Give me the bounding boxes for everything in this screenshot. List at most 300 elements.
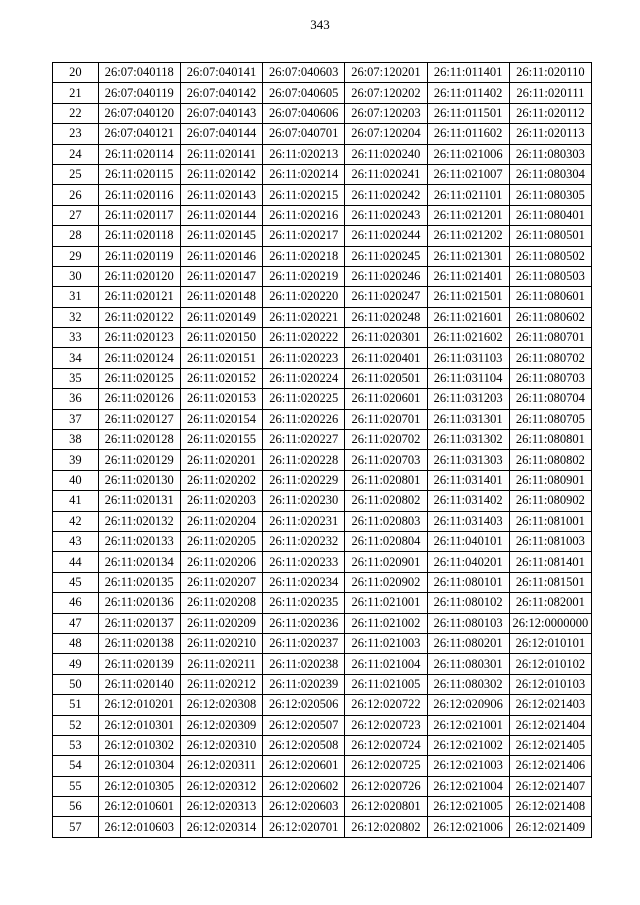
cadastral-code-cell: 26:12:021408: [509, 797, 591, 817]
cadastral-code-cell: 26:11:020902: [345, 572, 427, 592]
row-number-cell: 51: [53, 695, 99, 715]
cadastral-code-cell: 26:12:020602: [263, 776, 345, 796]
cadastral-code-cell: 26:11:020120: [98, 266, 180, 286]
cadastral-code-cell: 26:11:020134: [98, 552, 180, 572]
table-row: [53, 144, 592, 164]
cadastral-code-cell: 26:11:020123: [98, 328, 180, 348]
cadastral-code-cell: 26:12:020601: [263, 756, 345, 776]
cadastral-code-cell: 26:11:080802: [509, 450, 591, 470]
table-row: [53, 430, 592, 450]
row-number-cell: 36: [53, 389, 99, 409]
row-number-cell: 40: [53, 470, 99, 490]
cadastral-code-cell: 26:11:021004: [345, 654, 427, 674]
cadastral-code-cell: 26:11:020206: [180, 552, 262, 572]
cadastral-code-cell: 26:11:020247: [345, 287, 427, 307]
table-row: [53, 63, 592, 83]
cadastral-code-cell: 26:07:040144: [180, 124, 262, 144]
table-row: [53, 205, 592, 225]
row-number-cell: 42: [53, 511, 99, 531]
cadastral-code-cell: 26:11:020209: [180, 613, 262, 633]
cadastral-code-cell: 26:12:010201: [98, 695, 180, 715]
table-row: [53, 226, 592, 246]
cadastral-code-cell: 26:11:020111: [509, 83, 591, 103]
row-number-cell: 32: [53, 307, 99, 327]
cadastral-code-cell: 26:11:020151: [180, 348, 262, 368]
cadastral-code-cell: 26:11:080101: [427, 572, 509, 592]
cadastral-code-cell: 26:12:020506: [263, 695, 345, 715]
table-row: [53, 246, 592, 266]
cadastral-code-cell: 26:11:081003: [509, 531, 591, 551]
cadastral-code-cell: 26:11:020141: [180, 144, 262, 164]
cadastral-code-cell: 26:11:021101: [427, 185, 509, 205]
cadastral-code-cell: 26:11:020245: [345, 246, 427, 266]
cadastral-code-cell: 26:11:020128: [98, 430, 180, 450]
cadastral-code-cell: 26:12:020725: [345, 756, 427, 776]
table-row: [53, 83, 592, 103]
cadastral-code-cell: 26:11:031103: [427, 348, 509, 368]
cadastral-code-cell: 26:11:020901: [345, 552, 427, 572]
cadastral-code-cell: 26:11:080602: [509, 307, 591, 327]
cadastral-code-cell: 26:11:020131: [98, 491, 180, 511]
cadastral-code-cell: 26:11:020124: [98, 348, 180, 368]
cadastral-code-cell: 26:11:020240: [345, 144, 427, 164]
cadastral-code-cell: 26:11:020243: [345, 205, 427, 225]
cadastral-code-cell: 26:11:020152: [180, 368, 262, 388]
table-row: [53, 103, 592, 123]
table-row: [53, 348, 592, 368]
cadastral-code-cell: 26:11:011602: [427, 124, 509, 144]
cadastral-code-cell: 26:07:040142: [180, 83, 262, 103]
row-number-cell: 33: [53, 328, 99, 348]
cadastral-code-cell: 26:11:020140: [98, 674, 180, 694]
cadastral-code-cell: 26:11:020242: [345, 185, 427, 205]
table-row: [53, 695, 592, 715]
cadastral-code-cell: 26:07:040605: [263, 83, 345, 103]
cadastral-code-cell: 26:11:011402: [427, 83, 509, 103]
table-row: [53, 531, 592, 551]
cadastral-code-cell: 26:12:020314: [180, 817, 262, 837]
cadastral-code-cell: 26:11:020205: [180, 531, 262, 551]
cadastral-code-cell: 26:07:120202: [345, 83, 427, 103]
cadastral-code-cell: 26:11:031303: [427, 450, 509, 470]
cadastral-code-cell: 26:11:020150: [180, 328, 262, 348]
cadastral-code-cell: 26:11:020227: [263, 430, 345, 450]
cadastral-code-cell: 26:11:020236: [263, 613, 345, 633]
cadastral-code-cell: 26:11:020233: [263, 552, 345, 572]
cadastral-table: [52, 62, 592, 838]
cadastral-code-cell: 26:07:040119: [98, 83, 180, 103]
cadastral-code-cell: 26:12:010102: [509, 654, 591, 674]
table-row: [53, 470, 592, 490]
cadastral-code-cell: 26:11:020146: [180, 246, 262, 266]
cadastral-code-cell: 26:12:010601: [98, 797, 180, 817]
table-row: [53, 287, 592, 307]
cadastral-code-cell: 26:11:020153: [180, 389, 262, 409]
cadastral-code-cell: 26:11:020803: [345, 511, 427, 531]
cadastral-code-cell: 26:12:010302: [98, 735, 180, 755]
cadastral-code-cell: 26:12:021403: [509, 695, 591, 715]
table-row: [53, 552, 592, 572]
cadastral-code-cell: 26:12:020726: [345, 776, 427, 796]
cadastral-code-cell: 26:11:021006: [427, 144, 509, 164]
cadastral-code-cell: 26:11:021301: [427, 246, 509, 266]
cadastral-code-cell: 26:11:020501: [345, 368, 427, 388]
cadastral-code-cell: 26:11:020149: [180, 307, 262, 327]
cadastral-code-cell: 26:11:020220: [263, 287, 345, 307]
cadastral-code-cell: 26:11:080801: [509, 430, 591, 450]
row-number-cell: 23: [53, 124, 99, 144]
cadastral-code-cell: 26:11:020223: [263, 348, 345, 368]
row-number-cell: 29: [53, 246, 99, 266]
cadastral-code-cell: 26:11:020246: [345, 266, 427, 286]
table-row: [53, 756, 592, 776]
cadastral-code-cell: 26:11:020804: [345, 531, 427, 551]
cadastral-code-cell: 26:12:020311: [180, 756, 262, 776]
cadastral-code-cell: 26:11:021401: [427, 266, 509, 286]
page-number: 343: [310, 17, 330, 32]
cadastral-code-cell: 26:11:020130: [98, 470, 180, 490]
cadastral-code-cell: 26:12:021003: [427, 756, 509, 776]
row-number-cell: 30: [53, 266, 99, 286]
cadastral-code-cell: 26:07:120201: [345, 63, 427, 83]
cadastral-code-cell: 26:07:040121: [98, 124, 180, 144]
cadastral-code-cell: 26:11:020201: [180, 450, 262, 470]
cadastral-code-cell: 26:11:020129: [98, 450, 180, 470]
cadastral-code-cell: 26:11:020142: [180, 164, 262, 184]
cadastral-code-cell: 26:11:031203: [427, 389, 509, 409]
cadastral-code-cell: 26:11:020213: [263, 144, 345, 164]
cadastral-code-cell: 26:11:020231: [263, 511, 345, 531]
cadastral-code-cell: 26:11:020126: [98, 389, 180, 409]
cadastral-code-cell: 26:11:020216: [263, 205, 345, 225]
table-row: [53, 572, 592, 592]
table-row: [53, 776, 592, 796]
cadastral-code-cell: 26:11:080302: [427, 674, 509, 694]
cadastral-code-cell: 26:11:020115: [98, 164, 180, 184]
row-number-cell: 50: [53, 674, 99, 694]
cadastral-code-cell: 26:12:010101: [509, 633, 591, 653]
row-number-cell: 46: [53, 593, 99, 613]
table-row: [53, 328, 592, 348]
table-row: [53, 307, 592, 327]
cadastral-code-cell: 26:11:020237: [263, 633, 345, 653]
cadastral-code-cell: 26:11:020235: [263, 593, 345, 613]
cadastral-code-cell: 26:11:020219: [263, 266, 345, 286]
cadastral-code-cell: 26:11:080103: [427, 613, 509, 633]
cadastral-code-cell: 26:11:020155: [180, 430, 262, 450]
cadastral-code-cell: 26:11:080702: [509, 348, 591, 368]
cadastral-code-cell: 26:11:020248: [345, 307, 427, 327]
cadastral-code-cell: 26:11:020217: [263, 226, 345, 246]
cadastral-code-cell: 26:11:080502: [509, 246, 591, 266]
cadastral-code-cell: 26:11:081401: [509, 552, 591, 572]
cadastral-code-cell: 26:11:020145: [180, 226, 262, 246]
cadastral-code-cell: 26:11:020211: [180, 654, 262, 674]
cadastral-code-cell: 26:11:021501: [427, 287, 509, 307]
cadastral-code-cell: 26:12:020801: [345, 797, 427, 817]
cadastral-code-cell: 26:11:081001: [509, 511, 591, 531]
cadastral-code-cell: 26:11:020802: [345, 491, 427, 511]
cadastral-code-cell: 26:07:040120: [98, 103, 180, 123]
cadastral-code-cell: 26:12:020724: [345, 735, 427, 755]
cadastral-code-cell: 26:11:080305: [509, 185, 591, 205]
cadastral-code-cell: 26:11:020234: [263, 572, 345, 592]
cadastral-code-cell: 26:12:021005: [427, 797, 509, 817]
cadastral-code-cell: 26:07:040701: [263, 124, 345, 144]
cadastral-code-cell: 26:11:020701: [345, 409, 427, 429]
table-row: [53, 613, 592, 633]
cadastral-code-cell: 26:12:021002: [427, 735, 509, 755]
cadastral-code-cell: 26:11:020113: [509, 124, 591, 144]
cadastral-code-cell: 26:11:020154: [180, 409, 262, 429]
cadastral-code-cell: 26:12:020312: [180, 776, 262, 796]
row-number-cell: 47: [53, 613, 99, 633]
cadastral-code-cell: 26:07:040606: [263, 103, 345, 123]
table-row: [53, 491, 592, 511]
cadastral-code-cell: 26:11:080301: [427, 654, 509, 674]
cadastral-code-cell: 26:11:080601: [509, 287, 591, 307]
cadastral-code-cell: 26:11:020110: [509, 63, 591, 83]
cadastral-code-cell: 26:11:031104: [427, 368, 509, 388]
cadastral-code-cell: 26:12:021006: [427, 817, 509, 837]
table-row: [53, 266, 592, 286]
cadastral-code-cell: 26:12:021404: [509, 715, 591, 735]
cadastral-code-cell: 26:11:021003: [345, 633, 427, 653]
cadastral-code-cell: 26:11:020135: [98, 572, 180, 592]
cadastral-code-cell: 26:11:020148: [180, 287, 262, 307]
cadastral-code-cell: 26:11:040101: [427, 531, 509, 551]
cadastral-code-cell: 26:11:020204: [180, 511, 262, 531]
cadastral-code-cell: 26:11:020239: [263, 674, 345, 694]
table-row: [53, 185, 592, 205]
cadastral-code-cell: 26:11:020232: [263, 531, 345, 551]
cadastral-code-cell: 26:11:020703: [345, 450, 427, 470]
cadastral-code-cell: 26:11:080705: [509, 409, 591, 429]
table-row: [53, 409, 592, 429]
cadastral-code-cell: 26:11:020221: [263, 307, 345, 327]
cadastral-code-cell: 26:12:020507: [263, 715, 345, 735]
cadastral-code-cell: 26:11:020801: [345, 470, 427, 490]
cadastral-code-cell: 26:07:040141: [180, 63, 262, 83]
cadastral-code-cell: 26:11:080401: [509, 205, 591, 225]
cadastral-code-cell: 26:11:020222: [263, 328, 345, 348]
cadastral-code-cell: 26:11:040201: [427, 552, 509, 572]
cadastral-code-cell: 26:11:080902: [509, 491, 591, 511]
row-number-cell: 37: [53, 409, 99, 429]
row-number-cell: 54: [53, 756, 99, 776]
cadastral-code-cell: 26:12:020701: [263, 817, 345, 837]
table-row: [53, 450, 592, 470]
table-row: [53, 593, 592, 613]
row-number-cell: 55: [53, 776, 99, 796]
row-number-cell: 34: [53, 348, 99, 368]
cadastral-code-cell: 26:12:020723: [345, 715, 427, 735]
row-number-cell: 43: [53, 531, 99, 551]
cadastral-code-cell: 26:11:080704: [509, 389, 591, 409]
cadastral-code-cell: 26:11:021001: [345, 593, 427, 613]
cadastral-code-cell: 26:11:080303: [509, 144, 591, 164]
cadastral-code-cell: 26:11:020116: [98, 185, 180, 205]
cadastral-code-cell: 26:11:020119: [98, 246, 180, 266]
cadastral-code-cell: 26:12:010304: [98, 756, 180, 776]
cadastral-code-cell: 26:11:020208: [180, 593, 262, 613]
table-row: [53, 735, 592, 755]
cadastral-code-cell: 26:11:020212: [180, 674, 262, 694]
cadastral-code-cell: 26:11:082001: [509, 593, 591, 613]
cadastral-code-cell: 26:11:020225: [263, 389, 345, 409]
cadastral-code-cell: 26:12:021405: [509, 735, 591, 755]
cadastral-code-cell: 26:11:020238: [263, 654, 345, 674]
cadastral-code-cell: 26:11:021202: [427, 226, 509, 246]
cadastral-code-cell: 26:12:020308: [180, 695, 262, 715]
row-number-cell: 44: [53, 552, 99, 572]
cadastral-code-cell: 26:11:020112: [509, 103, 591, 123]
cadastral-code-cell: 26:12:021407: [509, 776, 591, 796]
cadastral-code-cell: 26:11:020224: [263, 368, 345, 388]
cadastral-code-cell: 26:12:020722: [345, 695, 427, 715]
row-number-cell: 57: [53, 817, 99, 837]
cadastral-code-cell: 26:11:020118: [98, 226, 180, 246]
cadastral-code-cell: 26:11:080703: [509, 368, 591, 388]
cadastral-code-cell: 26:11:020229: [263, 470, 345, 490]
cadastral-code-cell: 26:11:020114: [98, 144, 180, 164]
cadastral-code-cell: 26:11:020202: [180, 470, 262, 490]
cadastral-code-cell: 26:11:020137: [98, 613, 180, 633]
row-number-cell: 21: [53, 83, 99, 103]
table-row: [53, 124, 592, 144]
cadastral-code-cell: 26:11:020133: [98, 531, 180, 551]
cadastral-code-cell: 26:11:020244: [345, 226, 427, 246]
cadastral-code-cell: 26:07:120204: [345, 124, 427, 144]
table-row: [53, 389, 592, 409]
row-number-cell: 24: [53, 144, 99, 164]
cadastral-code-cell: 26:11:020210: [180, 633, 262, 653]
cadastral-code-cell: 26:11:011501: [427, 103, 509, 123]
table-row: [53, 715, 592, 735]
row-number-cell: 38: [53, 430, 99, 450]
cadastral-code-cell: 26:11:011401: [427, 63, 509, 83]
row-number-cell: 48: [53, 633, 99, 653]
cadastral-code-cell: 26:11:021002: [345, 613, 427, 633]
row-number-cell: 22: [53, 103, 99, 123]
cadastral-code-cell: 26:11:020230: [263, 491, 345, 511]
cadastral-code-cell: 26:11:020132: [98, 511, 180, 531]
cadastral-code-cell: 26:11:020122: [98, 307, 180, 327]
cadastral-code-cell: 26:12:010103: [509, 674, 591, 694]
cadastral-code-cell: 26:11:020702: [345, 430, 427, 450]
cadastral-code-cell: 26:12:021406: [509, 756, 591, 776]
cadastral-code-cell: 26:11:020401: [345, 348, 427, 368]
cadastral-code-cell: 26:12:020906: [427, 695, 509, 715]
cadastral-code-cell: 26:07:040118: [98, 63, 180, 83]
cadastral-code-cell: 26:11:081501: [509, 572, 591, 592]
table-row: [53, 817, 592, 837]
cadastral-code-cell: 26:11:020215: [263, 185, 345, 205]
cadastral-code-cell: 26:11:020136: [98, 593, 180, 613]
cadastral-code-cell: 26:11:020121: [98, 287, 180, 307]
cadastral-code-cell: 26:11:020147: [180, 266, 262, 286]
cadastral-code-cell: 26:07:120203: [345, 103, 427, 123]
cadastral-code-cell: 26:12:020313: [180, 797, 262, 817]
cadastral-code-cell: 26:12:010603: [98, 817, 180, 837]
table-row: [53, 368, 592, 388]
cadastral-code-cell: 26:12:021004: [427, 776, 509, 796]
cadastral-code-cell: 26:11:080503: [509, 266, 591, 286]
table-row: [53, 164, 592, 184]
cadastral-code-cell: 26:11:020143: [180, 185, 262, 205]
table-row: [53, 797, 592, 817]
cadastral-code-cell: 26:07:040603: [263, 63, 345, 83]
cadastral-code-cell: 26:11:021602: [427, 328, 509, 348]
cadastral-code-cell: 26:12:020603: [263, 797, 345, 817]
row-number-cell: 49: [53, 654, 99, 674]
cadastral-code-cell: 26:11:020241: [345, 164, 427, 184]
row-number-cell: 45: [53, 572, 99, 592]
cadastral-code-cell: 26:11:080201: [427, 633, 509, 653]
cadastral-code-cell: 26:12:010305: [98, 776, 180, 796]
cadastral-code-cell: 26:12:021409: [509, 817, 591, 837]
cadastral-code-cell: 26:11:031302: [427, 430, 509, 450]
table-row: [53, 633, 592, 653]
cadastral-code-cell: 26:11:020301: [345, 328, 427, 348]
row-number-cell: 31: [53, 287, 99, 307]
cadastral-code-cell: 26:11:080102: [427, 593, 509, 613]
cadastral-code-cell: 26:12:020309: [180, 715, 262, 735]
cadastral-code-cell: 26:11:080501: [509, 226, 591, 246]
cadastral-code-cell: 26:11:020218: [263, 246, 345, 266]
cadastral-code-cell: 26:07:040143: [180, 103, 262, 123]
table-body: [53, 63, 592, 838]
row-number-cell: 53: [53, 735, 99, 755]
cadastral-code-cell: 26:11:080701: [509, 328, 591, 348]
cadastral-code-cell: 26:11:020117: [98, 205, 180, 225]
row-number-cell: 56: [53, 797, 99, 817]
cadastral-code-cell: 26:11:021601: [427, 307, 509, 327]
cadastral-code-cell: 26:11:020203: [180, 491, 262, 511]
cadastral-code-cell: 26:12:021001: [427, 715, 509, 735]
cadastral-code-cell: 26:12:0000000: [509, 613, 591, 633]
cadastral-code-cell: 26:11:080304: [509, 164, 591, 184]
table-row: [53, 511, 592, 531]
cadastral-code-cell: 26:11:031301: [427, 409, 509, 429]
row-number-cell: 39: [53, 450, 99, 470]
row-number-cell: 35: [53, 368, 99, 388]
row-number-cell: 27: [53, 205, 99, 225]
cadastral-code-cell: 26:11:031402: [427, 491, 509, 511]
cadastral-code-cell: 26:11:020139: [98, 654, 180, 674]
row-number-cell: 25: [53, 164, 99, 184]
cadastral-code-cell: 26:11:020138: [98, 633, 180, 653]
cadastral-code-cell: 26:11:020207: [180, 572, 262, 592]
cadastral-code-cell: 26:11:020125: [98, 368, 180, 388]
cadastral-code-cell: 26:11:031403: [427, 511, 509, 531]
cadastral-code-cell: 26:11:020127: [98, 409, 180, 429]
cadastral-code-cell: 26:11:020144: [180, 205, 262, 225]
cadastral-code-cell: 26:11:031401: [427, 470, 509, 490]
row-number-cell: 41: [53, 491, 99, 511]
row-number-cell: 28: [53, 226, 99, 246]
cadastral-code-cell: 26:11:020228: [263, 450, 345, 470]
cadastral-code-cell: 26:11:020214: [263, 164, 345, 184]
cadastral-code-cell: 26:12:020802: [345, 817, 427, 837]
cadastral-code-cell: 26:11:021201: [427, 205, 509, 225]
cadastral-code-cell: 26:12:020310: [180, 735, 262, 755]
cadastral-code-cell: 26:11:020601: [345, 389, 427, 409]
table-row: [53, 654, 592, 674]
cadastral-code-cell: 26:11:021007: [427, 164, 509, 184]
row-number-cell: 26: [53, 185, 99, 205]
cadastral-code-cell: 26:12:020508: [263, 735, 345, 755]
